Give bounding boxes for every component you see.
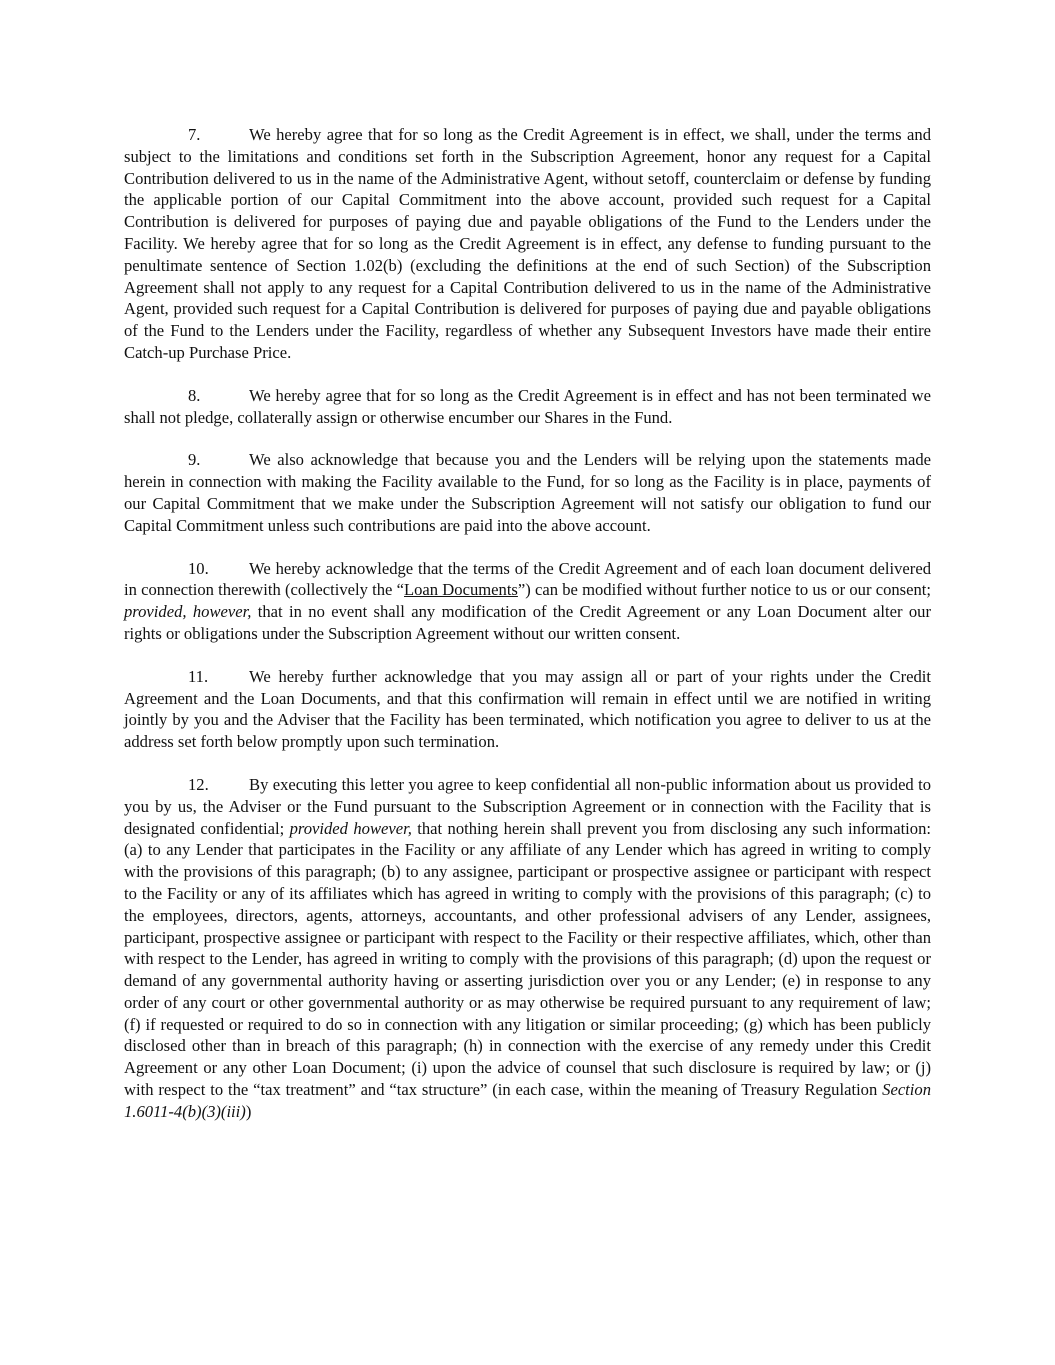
paragraph-text: ”) can be modified without further notice to us or our consent; [517,580,931,600]
paragraph-number: 8. [188,385,201,405]
paragraph-text: ) [245,1101,252,1121]
paragraph-text: that nothing herein shall prevent you from disclosing any such information: (a) to any Lender that participates in the Facility or any affiliate of any Lender which has agreed in writing to comply with the provisions of this paragraph; (b) to any assignee, participant or prospective assignee or participant with respect to the Facility or any of its affiliates which has agreed in writing to comply with the provisions of this paragraph; (c) to the employees, directors, agents, attorneys, accountants, and other professional advisers of any Lender, assignees, participant, prospective assignee or participant with respect to the Facility or their respective affiliates, which, other than with respect to the Lender, has agreed in writing to comply with the provisions of this paragraph; (d) upon the request or demand of any governmental authority having or asserting jurisdiction over you or any Lender; (e) in response to any order of any court or other governmental authority or as may otherwise be required pursuant to any requirement of law; (f) if requested or required to do so in connection with any litigation or similar proceeding; (g) which has been publicly disclosed other than in breach of this paragraph; (h) in connection with the exercise of any remedy under this Credit Agreement or any other Loan Document; (i) upon the advice of counsel that such disclosure is required by law; or (j) with respect to the “tax treatment” and “tax structure” (in each case, within the meaning of Treasury Regulation [124,818,931,1100]
paragraph-text: We also acknowledge that because you and the Lenders will be relying upon the statements made herein in connection with making the Facility available to the Fund, for so long as the Facility is in place, payments of our Capital Commitment that we make under the Subscription Agreement will not satisfy our obligation to fund our Capital Commitment unless such contributions are paid into the above account. [124,450,931,535]
paragraph-11 [124,666,931,753]
paragraph-text: We hereby agree that for so long as the Credit Agreement is in effect, we shall, under the terms and subject to the limitations and conditions set forth in the Subscription Agreement, honor any request for a Capital Contribution delivered to us in the name of the Administrative Agent, without setoff, counterclaim or defense by funding the applicable portion of our Capital Commitment into the above account, provided such request for a Capital Contribution is delivered for purposes of paying due and payable obligations of the Fund to the Lenders under the Facility. We hereby agree that for so long as the Credit Agreement is in effect, any defense to funding pursuant to the penultimate sentence of Section 1.02(b) (excluding the definitions at the end of such Section) of the Subscription Agreement shall not apply to any request for a Capital Contribution delivered to us in the name of the Administrative Agent, provided such request for a Capital Contribution is delivered for purposes of paying due and payable obligations of the Fund to the Lenders under the Facility, regardless of whether any Subsequent Investors have made their entire Catch-up Purchase Price. [124,125,931,362]
paragraph-number: 11. [188,666,209,686]
italic-regulation-cite: Section 1.6011-4(b)(3)(iii) [124,1080,931,1121]
italic-proviso: provided, however, [124,602,252,622]
paragraph-number: 10. [188,558,209,578]
paragraph-12 [124,774,931,1123]
document-page [124,124,931,1144]
paragraph-text: We hereby further acknowledge that you may assign all or part of your rights under the Credit Agreement and the Loan Documents, and that this confirmation will remain in effect until we are notified in writing jointly by you and the Adviser that the Facility has been terminated, which notification you agree to deliver to us at the address set forth below promptly upon such termination. [124,666,931,752]
paragraph-7 [124,124,931,364]
paragraph-9 [124,449,931,536]
paragraph-number: 9. [188,450,201,470]
italic-proviso: provided however, [289,818,412,838]
paragraph-number: 12. [188,774,209,794]
paragraph-text: By executing this letter you agree to keep confidential all non-public information about us provided to you by us, the Adviser or the Fund pursuant to the Subscription Agreement or in connection with the Facility that is designated confidential; [124,774,931,838]
paragraph-text: We hereby acknowledge that the terms of the Credit Agreement and of each loan document delivered in connection therewith (collectively the “ [124,558,931,600]
paragraph-10 [124,558,931,645]
defined-term-loan-documents: Loan Documents [404,580,518,600]
paragraph-text: We hereby agree that for so long as the Credit Agreement is in effect and has not been terminated we shall not pledge, collaterally assign or otherwise encumber our Shares in the Fund. [124,385,931,427]
paragraph-text: that in no event shall any modification of the Credit Agreement or any Loan Document alter our rights or obligations under the Subscription Agreement without our written consent. [124,602,931,643]
paragraph-number: 7. [188,125,201,144]
paragraph-8 [124,385,931,429]
